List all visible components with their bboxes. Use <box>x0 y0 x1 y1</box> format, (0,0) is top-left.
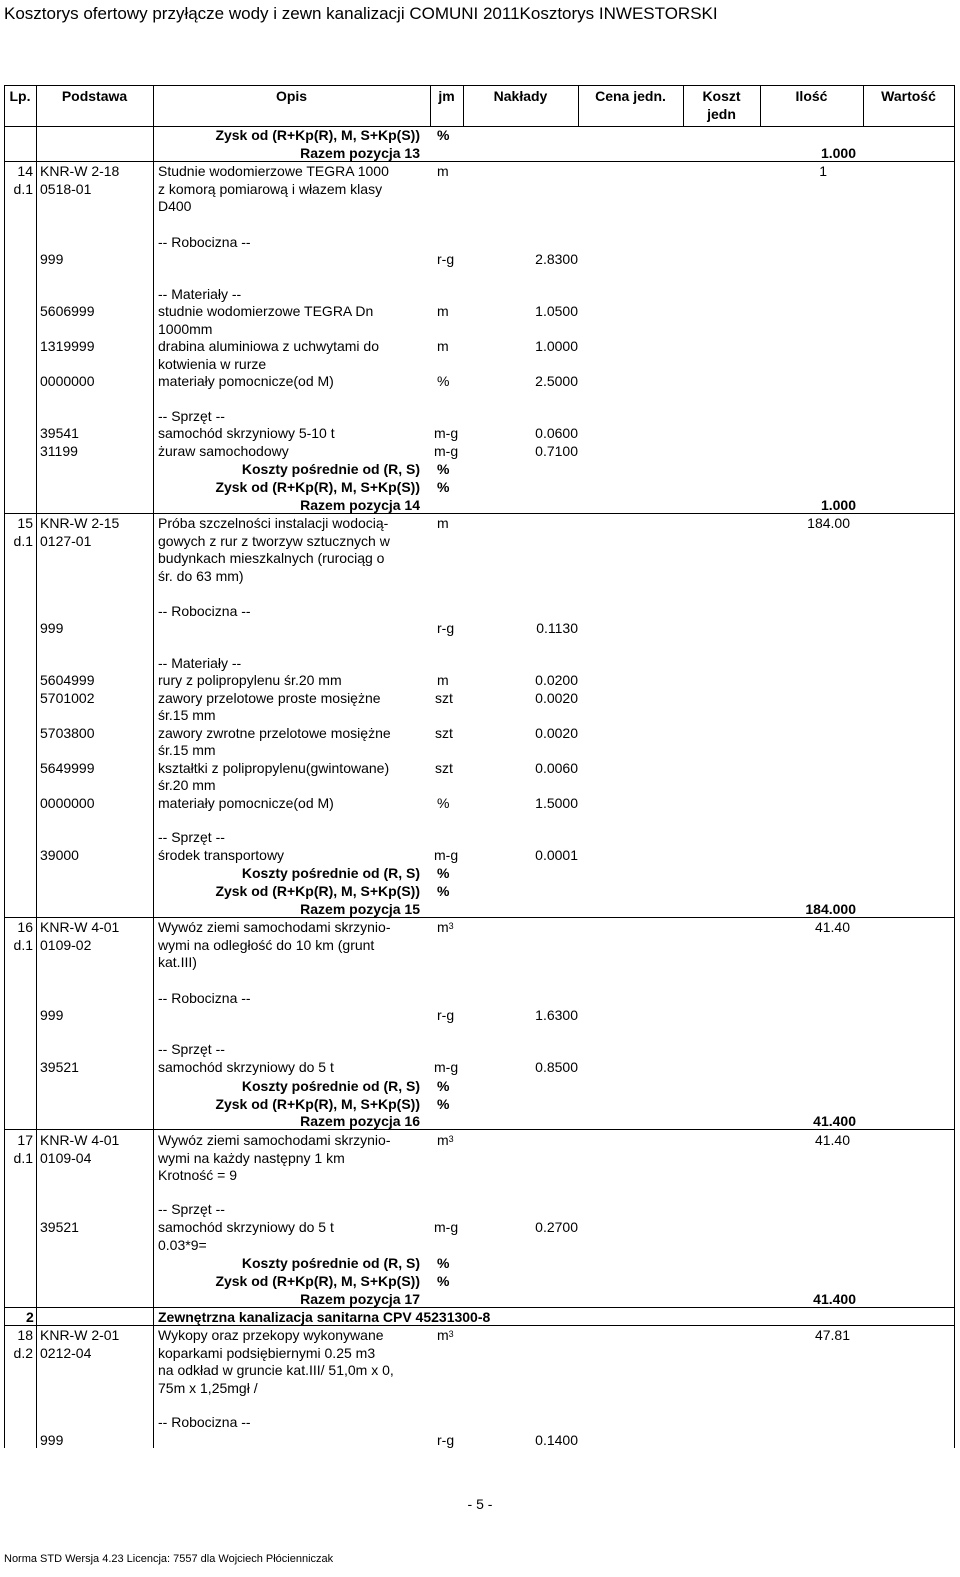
basis-code-2: 0109-04 <box>40 1150 92 1166</box>
column-header-cena: Cena jedn. <box>595 88 666 104</box>
resource-description: 1000mm <box>158 321 213 337</box>
resource-unit: szt <box>435 725 453 741</box>
basis-code: KNR-W 4-01 <box>40 919 120 935</box>
sprzet-heading: -- Sprzęt -- <box>158 829 225 845</box>
column-header-ilosc: Ilość <box>795 88 828 104</box>
resource-unit: m-g <box>434 1059 459 1075</box>
position-unit: m <box>437 163 449 179</box>
resource-value: 2.5000 <box>535 373 578 389</box>
resource-code: 39541 <box>40 425 79 441</box>
resource-code: 999 <box>40 1007 64 1023</box>
resource-code: 999 <box>40 251 64 267</box>
position-unit <box>437 1327 454 1343</box>
zysk-unit: % <box>437 1273 450 1289</box>
resource-description: samochód skrzyniowy 5-10 t <box>158 425 335 441</box>
resource-unit: r-g <box>437 1432 455 1448</box>
position-description: 75m x 1,25mgł / <box>158 1380 258 1396</box>
resource-code: 5703800 <box>40 725 95 741</box>
row-divider <box>4 161 153 162</box>
zysk-label: Zysk od (R+Kp(R), M, S+Kp(S)) <box>215 479 420 495</box>
resource-value: 2.8300 <box>535 251 578 267</box>
resource-value: 0.2700 <box>535 1219 578 1235</box>
position-description: śr. do 63 mm) <box>158 568 244 584</box>
robocizna-heading: -- Robocizna -- <box>158 1414 251 1430</box>
position-number: 14 <box>17 163 33 179</box>
column-header-lp: Lp. <box>9 88 31 104</box>
col-divider <box>153 85 154 1448</box>
position-section: d.1 <box>13 181 33 197</box>
unit-exponent: 3 <box>448 1134 454 1144</box>
section-title: Zewnętrzna kanalizacja sanitarna CPV 45231300-8 <box>158 1309 491 1325</box>
resource-unit: % <box>437 795 450 811</box>
sprzet-heading: -- Sprzęt -- <box>158 1201 225 1217</box>
column-header-podstawa: Podstawa <box>61 88 128 104</box>
razem-ilosc: 1.000 <box>820 145 856 161</box>
resource-description: samochód skrzyniowy do 5 t <box>158 1219 334 1235</box>
resource-unit: r-g <box>437 251 455 267</box>
kp-label: Koszty pośrednie od (R, S) <box>241 1078 420 1094</box>
table-left-border <box>4 85 5 1448</box>
position-description: gowych z rur z tworzyw sztucznych w <box>158 533 390 549</box>
position-description: Studnie wodomierzowe TEGRA 1000 <box>158 163 389 179</box>
materialy-heading: -- Materiały -- <box>158 655 242 671</box>
column-header-koszt-2: jedn <box>707 106 736 122</box>
resource-unit: m <box>437 672 449 688</box>
resource-code: 5649999 <box>40 760 95 776</box>
resource-value: 1.0000 <box>535 338 578 354</box>
resource-value: 0.0600 <box>535 425 578 441</box>
razem-label: Razem pozycja 16 <box>300 1113 420 1129</box>
kp-unit: % <box>437 865 450 881</box>
position-description: koparkami podsiębiernymi 0.25 m3 <box>158 1345 376 1361</box>
resource-code: 5604999 <box>40 672 95 688</box>
resource-unit: szt <box>435 760 453 776</box>
resource-unit: m <box>437 303 449 319</box>
resource-code: 39000 <box>40 847 79 863</box>
resource-description: 0.03*9= <box>158 1237 207 1253</box>
basis-code: KNR-W 4-01 <box>40 1132 120 1148</box>
resource-code: 5701002 <box>40 690 95 706</box>
kp-unit: % <box>437 1078 450 1094</box>
unit-exponent: 3 <box>448 1329 454 1339</box>
position-unit <box>437 1132 454 1148</box>
document-header: Kosztorys ofertowy przyłącze wody i zewn kanalizacji COMUNI 2011Kosztorys INWESTORSKI <box>4 4 718 23</box>
resource-description: kotwienia w rurze <box>158 356 267 372</box>
resource-description: środek transportowy <box>158 847 285 863</box>
unit-base: m <box>437 1327 449 1343</box>
resource-description: żuraw samochodowy <box>158 443 289 459</box>
resource-code: 31199 <box>40 443 78 459</box>
table-header-border <box>4 126 954 127</box>
resource-unit: r-g <box>437 1007 455 1023</box>
resource-description: materiały pomocnicze(od M) <box>158 795 334 811</box>
resource-code: 999 <box>40 1432 64 1448</box>
resource-value: 0.7100 <box>535 443 578 459</box>
unit-base: m <box>437 1132 449 1148</box>
section-number: 2 <box>26 1309 34 1325</box>
kp-label: Koszty pośrednie od (R, S) <box>241 1255 420 1271</box>
row-divider <box>4 513 954 514</box>
materialy-heading: -- Materiały -- <box>158 286 242 302</box>
resource-description: materiały pomocnicze(od M) <box>158 373 334 389</box>
resource-code: 0000000 <box>40 795 95 811</box>
resource-value: 0.8500 <box>535 1059 578 1075</box>
zysk-unit: % <box>437 479 450 495</box>
position-description: budynkach mieszkalnych (rurociąg o <box>158 550 385 566</box>
unit-base: m <box>437 919 449 935</box>
basis-code: KNR-W 2-01 <box>40 1327 120 1343</box>
basis-code: KNR-W 2-18 <box>40 163 120 179</box>
resource-code: 999 <box>40 620 64 636</box>
robocizna-heading: -- Robocizna -- <box>158 603 251 619</box>
resource-unit: % <box>437 373 450 389</box>
position-description: Wywóz ziemi samochodami skrzynio- <box>158 919 391 935</box>
resource-unit: m <box>437 338 449 354</box>
resource-value: 0.0020 <box>535 725 578 741</box>
column-header-koszt: Koszt <box>702 88 741 104</box>
column-header-jm: jm <box>438 88 455 104</box>
position-description: kat.III) <box>158 954 197 970</box>
row-divider <box>153 161 954 162</box>
resource-code: 1319999 <box>40 338 95 354</box>
zysk-label: Zysk od (R+Kp(R), M, S+Kp(S)) <box>215 1096 420 1112</box>
basis-code: KNR-W 2-15 <box>40 515 120 531</box>
basis-code-2: 0109-02 <box>40 937 92 953</box>
zysk-unit: % <box>437 883 450 899</box>
row-divider <box>4 1129 954 1130</box>
resource-description: rury z polipropylenu śr.20 mm <box>158 672 342 688</box>
position-section: d.1 <box>13 533 33 549</box>
resource-description: śr.15 mm <box>158 742 216 758</box>
row-divider <box>4 917 954 918</box>
document-footer: Norma STD Wersja 4.23 Licencja: 7557 dla Wojciech Płócienniczak <box>4 1553 334 1565</box>
resource-value: 0.0001 <box>535 847 578 863</box>
position-number: 18 <box>17 1327 33 1343</box>
position-section: d.2 <box>13 1345 33 1361</box>
basis-code-2: 0212-04 <box>40 1345 92 1361</box>
resource-value: 0.0020 <box>535 690 578 706</box>
page-number: - 5 - <box>467 1496 493 1512</box>
zysk-label: Zysk od (R+Kp(R), M, S+Kp(S)) <box>215 1273 420 1289</box>
resource-unit: m-g <box>434 847 459 863</box>
column-header-wartosc: Wartość <box>881 88 936 104</box>
sprzet-heading: -- Sprzęt -- <box>158 1041 225 1057</box>
resource-unit: m-g <box>434 443 459 459</box>
resource-value: 0.1400 <box>535 1432 578 1448</box>
position-unit <box>437 919 454 935</box>
zysk-label: Zysk od (R+Kp(R), M, S+Kp(S)) <box>215 127 420 143</box>
resource-value: 0.0200 <box>535 672 578 688</box>
column-header-naklady: Nakłady <box>493 88 548 104</box>
table-right-border <box>954 85 955 1448</box>
razem-label: Razem pozycja 13 <box>300 145 420 161</box>
resource-description: śr.15 mm <box>158 707 216 723</box>
robocizna-heading: -- Robocizna -- <box>158 234 251 250</box>
zysk-unit: % <box>437 127 450 143</box>
resource-code: 39521 <box>40 1059 79 1075</box>
robocizna-heading: -- Robocizna -- <box>158 990 251 1006</box>
resource-description: drabina aluminiowa z uchwytami do <box>158 338 379 354</box>
sprzet-heading: -- Sprzęt -- <box>158 408 225 424</box>
position-quantity: 47.81 <box>814 1327 850 1343</box>
resource-description: samochód skrzyniowy do 5 t <box>158 1059 334 1075</box>
position-number: 15 <box>17 515 33 531</box>
razem-label: Razem pozycja 14 <box>300 497 420 513</box>
resource-description: zawory zwrotne przelotowe mosiężne <box>158 725 391 741</box>
kp-unit: % <box>437 1255 450 1271</box>
resource-description: studnie wodomierzowe TEGRA Dn <box>158 303 374 319</box>
razem-ilosc: 184.000 <box>805 901 856 917</box>
zysk-unit: % <box>437 1096 450 1112</box>
unit-exponent: 3 <box>448 921 454 931</box>
row-divider <box>4 1307 954 1308</box>
resource-code: 39521 <box>40 1219 79 1235</box>
resource-value: 0.0060 <box>535 760 578 776</box>
position-section: d.1 <box>13 937 33 953</box>
razem-ilosc: 41.400 <box>813 1113 856 1129</box>
resource-unit: m-g <box>434 1219 459 1235</box>
resource-value: 1.6300 <box>535 1007 578 1023</box>
resource-description: śr.20 mm <box>158 777 216 793</box>
position-description: z komorą pomiarową i włazem klasy <box>158 181 383 197</box>
position-description: Wykopy oraz przekopy wykonywane <box>158 1327 384 1343</box>
resource-unit: r-g <box>437 620 455 636</box>
basis-code-2: 0518-01 <box>40 181 92 197</box>
position-quantity: 41.40 <box>814 919 850 935</box>
resource-description: zawory przelotowe proste mosiężne <box>158 690 381 706</box>
resource-code: 5606999 <box>40 303 95 319</box>
position-description: wymi na każdy następny 1 km <box>158 1150 345 1166</box>
razem-ilosc: 1.000 <box>820 497 856 513</box>
razem-label: Razem pozycja 17 <box>300 1291 420 1307</box>
position-section: d.1 <box>13 1150 33 1166</box>
position-quantity: 184.00 <box>807 515 850 531</box>
zysk-label: Zysk od (R+Kp(R), M, S+Kp(S)) <box>215 883 420 899</box>
position-description: Próba szczelności instalacji wodocią- <box>158 515 389 531</box>
position-number: 16 <box>17 919 33 935</box>
row-divider <box>4 1325 954 1326</box>
kp-label: Koszty pośrednie od (R, S) <box>241 865 420 881</box>
position-unit: m <box>437 515 449 531</box>
position-description: Wywóz ziemi samochodami skrzynio- <box>158 1132 391 1148</box>
col-divider <box>36 85 37 1448</box>
kp-unit: % <box>437 461 450 477</box>
position-quantity: 1 <box>819 163 827 179</box>
resource-value: 0.1130 <box>536 620 578 636</box>
resource-unit: m-g <box>434 425 459 441</box>
razem-label: Razem pozycja 15 <box>300 901 420 917</box>
position-description: wymi na odległość do 10 km (grunt <box>158 937 375 953</box>
resource-value: 1.5000 <box>535 795 578 811</box>
column-header-opis: Opis <box>275 88 308 104</box>
position-description: Krotność = 9 <box>158 1167 237 1183</box>
position-number: 17 <box>17 1132 33 1148</box>
position-description: D400 <box>158 198 192 214</box>
razem-ilosc: 41.400 <box>813 1291 856 1307</box>
resource-code: 0000000 <box>40 373 95 389</box>
position-description: na odkład w gruncie kat.III/ 51,0m x 0, <box>158 1362 394 1378</box>
resource-description: kształtki z polipropylenu(gwintowane) <box>158 760 390 776</box>
resource-unit: szt <box>435 690 453 706</box>
table-top-border <box>4 85 954 86</box>
position-quantity: 41.40 <box>814 1132 850 1148</box>
resource-value: 1.0500 <box>535 303 578 319</box>
kp-label: Koszty pośrednie od (R, S) <box>241 461 420 477</box>
basis-code-2: 0127-01 <box>40 533 92 549</box>
